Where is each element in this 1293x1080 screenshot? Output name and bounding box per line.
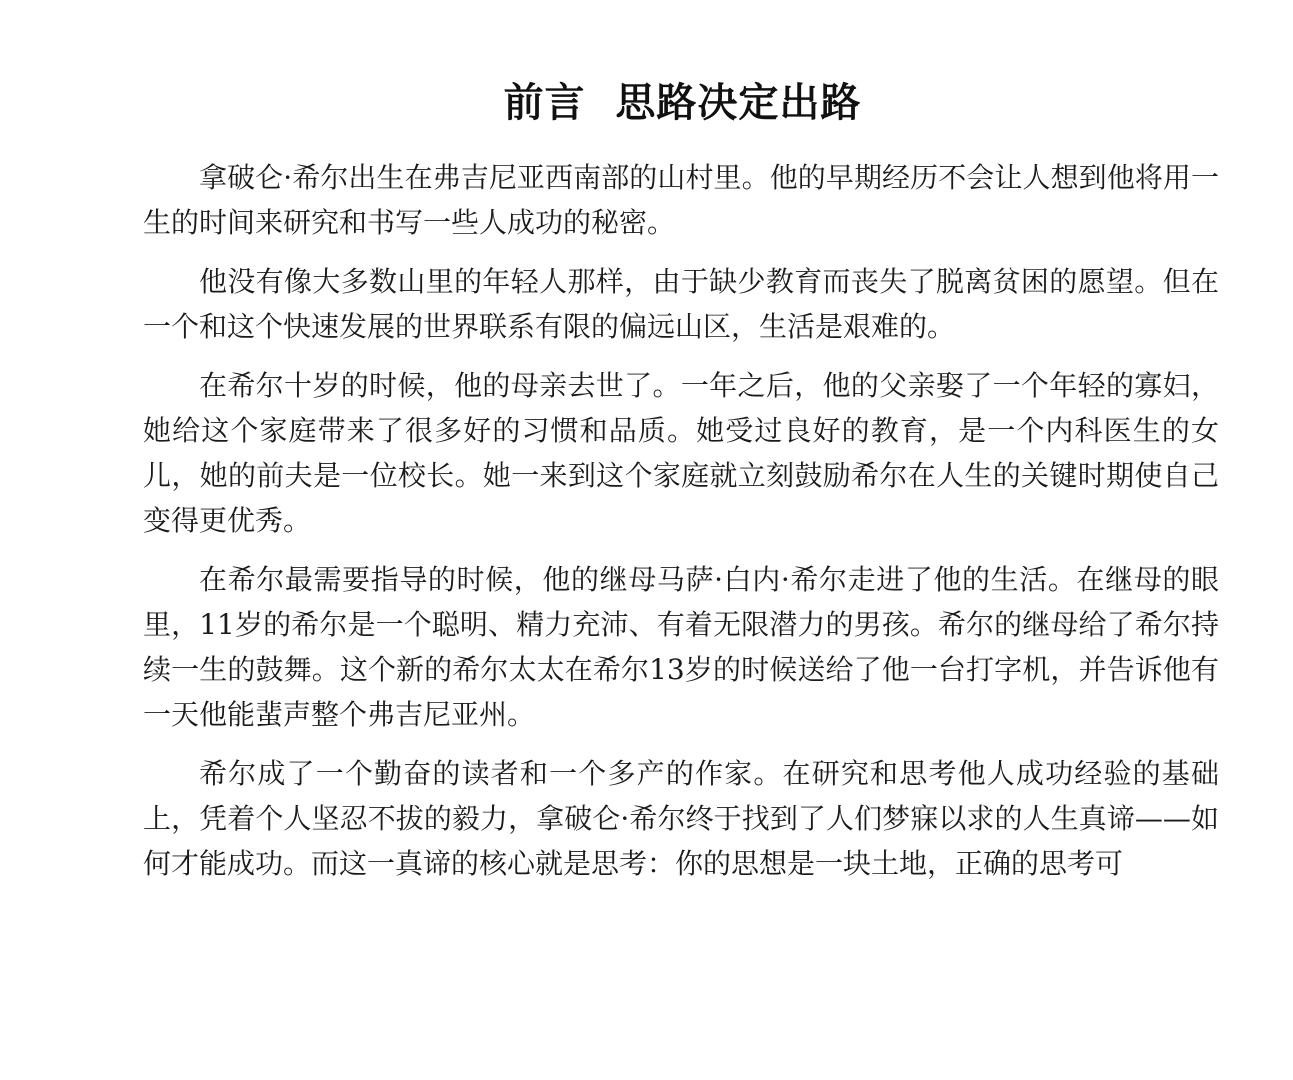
- body-text: [143, 155, 1219, 900]
- page-title: 前言 思路决定出路: [503, 79, 862, 126]
- paragraph-5: 希尔成了一个勤奋的读者和一个多产的作家。在研究和思考他人成功经验的基础上，凭着个人坚忍不拔的毅力，拿破仑·希尔终于找到了人们梦寐以求的人生真谛——如何才能成功。而这一真谛的核心就是思考：你的思想是一块土地，正确的思考可: [143, 757, 1219, 880]
- paragraph-2: 他没有像大多数山里的年轻人那样，由于缺少教育而丧失了脱离贫困的愿望。但在一个和这个快速发展的世界联系有限的偏远山区，生活是艰难的。: [143, 265, 1219, 343]
- paragraph-4: 在希尔最需要指导的时候，他的继母马萨·白内·希尔走进了他的生活。在继母的眼里，11岁的希尔是一个聪明、精力充沛、有着无限潜力的男孩。希尔的继母给了希尔持续一生的鼓舞。这个新的希尔太太在希尔13岁的时候送给了他一台打字机，并告诉他有一天他能蜚声整个弗吉尼亚州。: [143, 563, 1219, 731]
- paragraph-1: 拿破仑·希尔出生在弗吉尼亚西南部的山村里。他的早期经历不会让人想到他将用一生的时间来研究和书写一些人成功的秘密。: [143, 161, 1219, 239]
- paragraph-3: 在希尔十岁的时候，他的母亲去世了。一年之后，他的父亲娶了一个年轻的寡妇，她给这个家庭带来了很多好的习惯和品质。她受过良好的教育，是一个内科医生的女儿，她的前夫是一位校长。她一来到这个家庭就立刻鼓励希尔在人生的关键时期使自己变得更优秀。: [143, 369, 1219, 537]
